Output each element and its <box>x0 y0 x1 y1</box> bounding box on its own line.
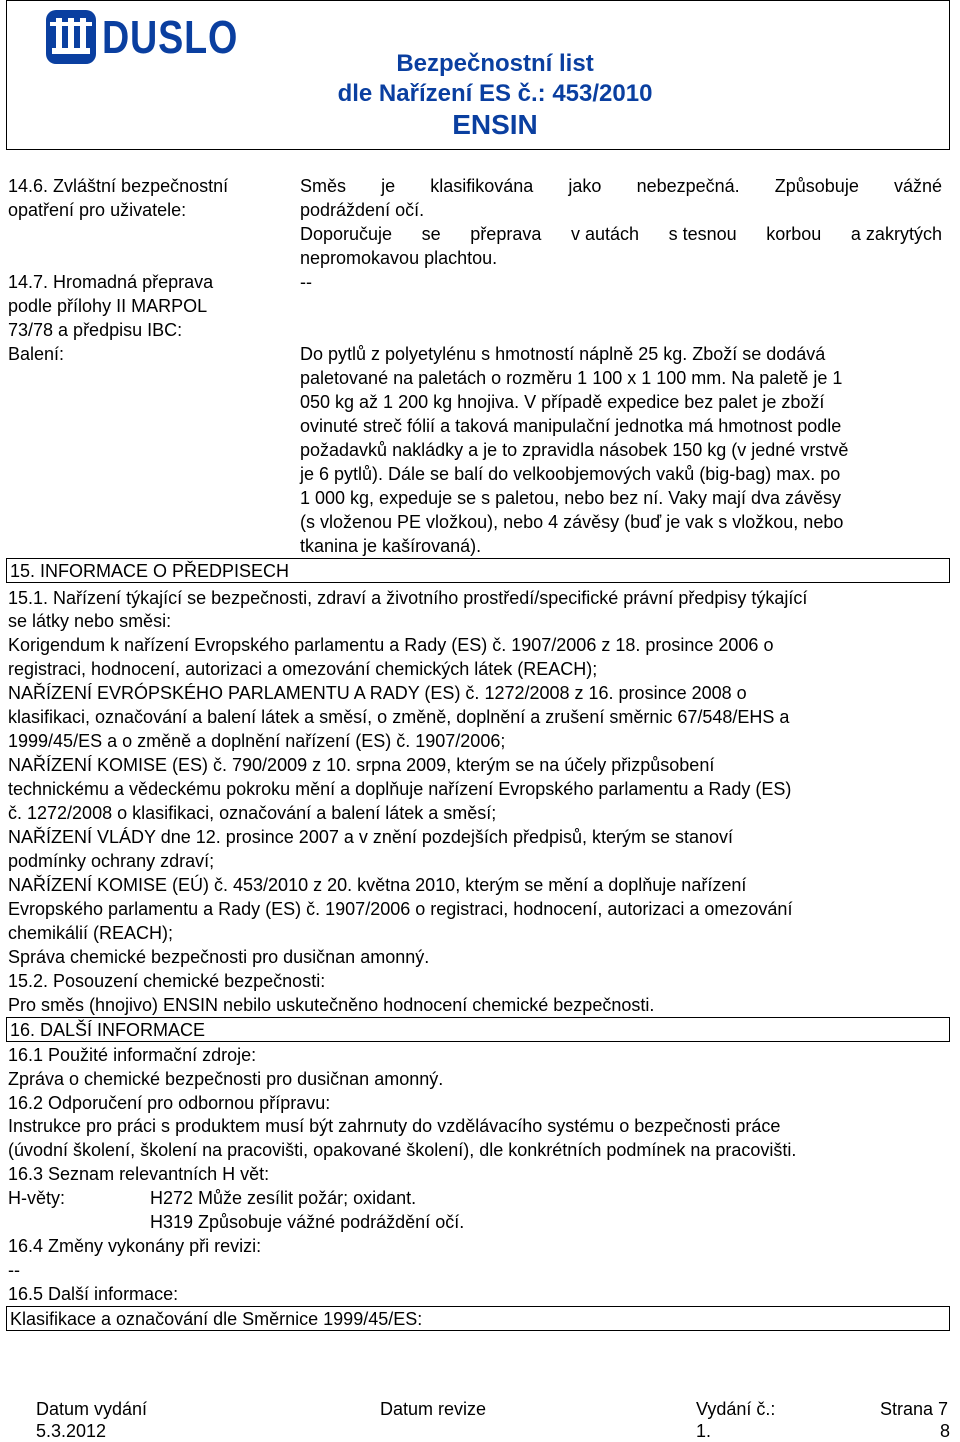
s14-6-text-line-4: nepromokavou plachtou. <box>300 248 498 268</box>
word: korbou <box>766 224 822 244</box>
footer-date-revision-label: Datum revize <box>380 1399 487 1419</box>
s16-5-label: 16.5 Další informace: <box>8 1284 179 1304</box>
document-subtitle: dle Nařízení ES č.: 453/2010 <box>337 80 653 107</box>
s15-line: technickému a vědeckému pokroku mění a doplňuje nařízení Evropského parlamentu a Rady (ES) <box>8 779 792 799</box>
baleni-line: tkanina je kašírovaná). <box>300 536 482 556</box>
s14-6-label-2: opatření pro uživatele: <box>8 200 187 220</box>
s15-heading: 15. INFORMACE O PŘEDPISECH <box>10 561 290 581</box>
s15-line: podmínky ochrany zdraví; <box>8 851 215 871</box>
s15-line: se látky nebo směsi: <box>8 611 172 631</box>
s16-line: Instrukce pro práci s produktem musí být zahrnuty do vzdělávacího systému o bezpečnosti práce <box>8 1116 781 1136</box>
word: a zakrytých <box>850 224 942 244</box>
word: jako <box>568 176 602 196</box>
logo-text: DUSLO <box>102 11 239 63</box>
word: Směs <box>300 176 347 196</box>
s14-7-label-2: podle přílohy II MARPOL <box>8 296 208 316</box>
footer-page-total: 8 <box>940 1421 951 1441</box>
baleni-line: 1 000 kg, expeduje se s paletou, nebo bez ní. Vaky mají dva závěsy <box>300 488 842 508</box>
word: vážné <box>893 176 942 196</box>
s15-line: Evropského parlamentu a Rady (ES) č. 1907/2006 o registraci, hodnocení, autorizaci a omezování <box>8 899 793 919</box>
footer-edition-label: Vydání č.: <box>696 1399 776 1419</box>
baleni-line: paletované na paletách o rozměru 1 100 x 1 100 mm. Na paletě je 1 <box>300 368 843 388</box>
document-title: Bezpečnostní list <box>396 50 594 77</box>
word: klasifikována <box>430 176 534 196</box>
s14-6-text-line-1 <box>300 175 942 197</box>
s15-line: NAŘÍZENÍ VLÁDY dne 12. prosince 2007 a v znění pozdejších předpisů, kterým se stanoví <box>8 827 734 847</box>
s15-line: Správa chemické bezpečnosti pro dusičnan amonný. <box>8 947 430 967</box>
s14-7-label: 14.7. Hromadná přeprava <box>8 272 214 292</box>
s16-line: 16.2 Odporučení pro odbornou přípravu: <box>8 1093 331 1113</box>
s15-line: NAŘÍZENÍ EVRÓPSKÉHO PARLAMENTU A RADY (ES) č. 1272/2008 z 16. prosince 2008 o <box>8 683 747 703</box>
s15-line: registraci, hodnocení, autorizaci a omezování chemických látek (REACH); <box>8 659 598 679</box>
s16-line: (úvodní školení, školení na pracovišti, opakované školení), dle konkrétních podmínek na pracovišti. <box>8 1140 797 1160</box>
s14-6-label: 14.6. Zvláštní bezpečnostní <box>8 176 229 196</box>
baleni-line: ovinuté streč fólií a taková manipulační jednotka má hmotnost podle <box>300 416 842 436</box>
word: Způsobuje <box>774 176 859 196</box>
s15-line: klasifikaci, označování a balení látek a směsí, o změně, doplnění a zrušení směrnic 67/548/EHS a <box>8 707 790 727</box>
footer-edition: 1. <box>696 1421 712 1441</box>
s16-line: Zpráva o chemické bezpečnosti pro dusičnan amonný. <box>8 1069 444 1089</box>
word: v autách <box>570 224 639 244</box>
word: s tesnou <box>668 224 737 244</box>
product-name: ENSIN <box>452 109 538 140</box>
s16-line: 16.1 Použité informační zdroje: <box>8 1045 257 1065</box>
footer-date-issue-label: Datum vydání <box>36 1399 148 1419</box>
s16-line: 16.3 Seznam relevantních H vět: <box>8 1164 270 1184</box>
baleni-line: je 6 pytlů). Dále se balí do velkoobjemových vaků (big-bag) max. po <box>300 464 841 484</box>
s15-line: NAŘÍZENÍ KOMISE (EÚ) č. 453/2010 z 20. května 2010, kterým se mění a doplňuje nařízení <box>8 875 747 895</box>
s14-7-label-3: 73/78 a předpisu IBC: <box>8 320 183 340</box>
s15-line: 15.2. Posouzení chemické bezpečnosti: <box>8 971 326 991</box>
footer-date-issue: 5.3.2012 <box>36 1421 107 1441</box>
s15-line: Pro směs (hnojivo) ENSIN nebilo uskutečněno hodnocení chemické bezpečnosti. <box>8 995 655 1015</box>
s15-line: NAŘÍZENÍ KOMISE (ES) č. 790/2009 z 10. srpna 2009, kterým se na účely přizpůsobení <box>8 755 715 775</box>
word: nebezpečná. <box>636 176 740 196</box>
classification-text: Klasifikace a označování dle Směrnice 1999/45/ES: <box>10 1309 423 1329</box>
footer-page-label: Strana 7 <box>880 1399 949 1419</box>
s15-line: chemikálií (REACH); <box>8 923 174 943</box>
s14-6-text-line-3 <box>300 223 942 245</box>
baleni-label: Balení: <box>8 344 65 364</box>
word: je <box>381 176 396 196</box>
s16-4-label: 16.4 Změny vykonány při revizi: <box>8 1236 262 1256</box>
baleni-line: Do pytlů z polyetylénu s hmotností náplně 25 kg. Zboží se dodává <box>300 344 826 364</box>
h-phrase-h319: H319 Způsobuje vážné podráždění očí. <box>150 1212 465 1232</box>
duslo-logo <box>44 8 244 66</box>
baleni-line: požadavků nakládky a je to zpravidla násobek 150 kg (v jedné vrstvě <box>300 440 849 460</box>
s15-line: Korigendum k nařízení Evropského parlamentu a Rady (ES) č. 1907/2006 z 18. prosince 2006 o <box>8 635 774 655</box>
h-phrase-h272: H272 Může zesílit požár; oxidant. <box>150 1188 417 1208</box>
baleni-line: (s vloženou PE vložkou), nebo 4 závěsy (buď je vak s vložkou, nebo <box>300 512 844 532</box>
h-phrases-label: H-věty: <box>8 1188 66 1208</box>
s15-line: 1999/45/ES a o změně a doplnění nařízení (ES) č. 1907/2006; <box>8 731 506 751</box>
baleni-line: 050 kg až 1 200 kg hnojiva. V případě expedice bez palet je zboží <box>300 392 825 412</box>
s14-6-text-line-2: podráždení očí. <box>300 200 425 220</box>
s16-4-value: -- <box>8 1260 20 1280</box>
s15-line: č. 1272/2008 o klasifikaci, označování a balení látek a směsí; <box>8 803 497 823</box>
word: se <box>421 224 441 244</box>
s14-7-value: -- <box>300 272 312 292</box>
s15-line: 15.1. Nařízení týkající se bezpečnosti, zdraví a životního prostředí/specifické právní předpisy týkající <box>8 588 808 608</box>
word: Doporučuje <box>300 224 393 244</box>
word: přeprava <box>470 224 542 244</box>
s16-heading: 16. DALŠÍ INFORMACE <box>10 1020 206 1040</box>
